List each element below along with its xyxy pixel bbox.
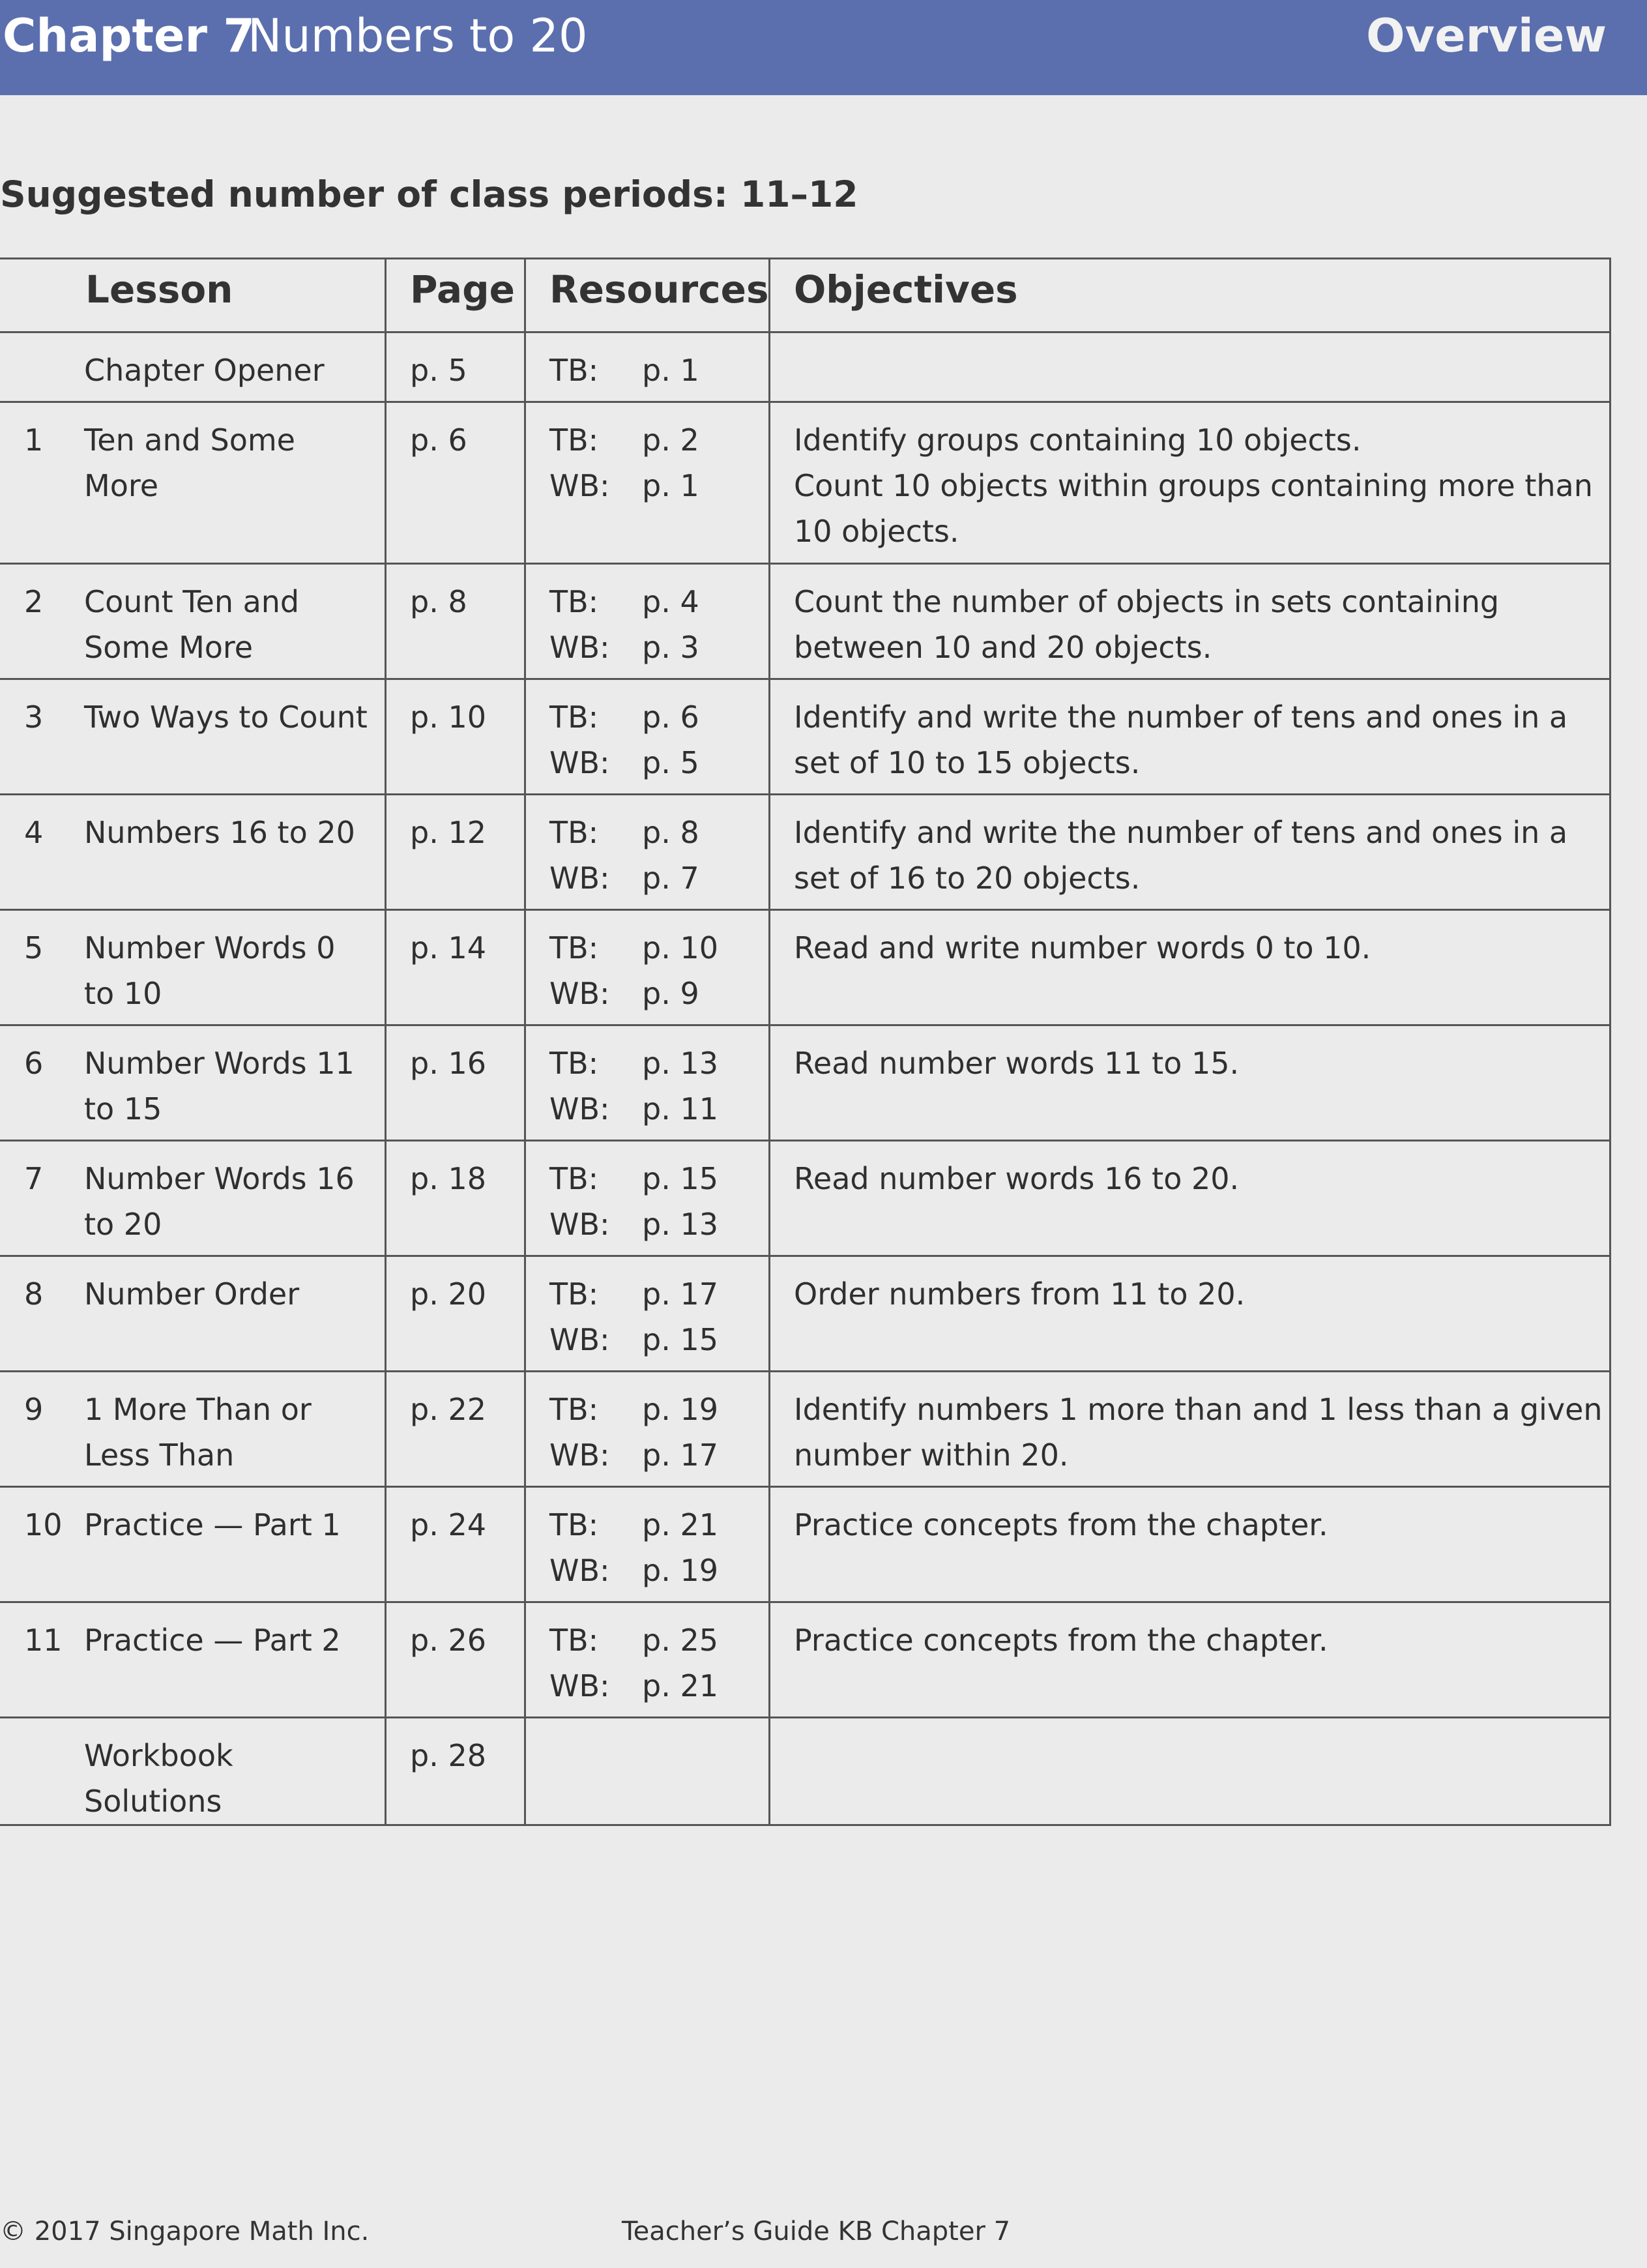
wb-label: WB: [549, 1668, 610, 1703]
wb-label: WB: [549, 630, 610, 665]
objectives-cell [770, 1602, 1611, 1718]
lesson-name: Number Order [84, 1276, 300, 1312]
tb-resource [549, 925, 762, 971]
objective-text: Count 10 objects within groups containing more than 10 objects. [794, 468, 1593, 549]
resources-cell [525, 1025, 770, 1141]
lesson-cell [0, 564, 386, 679]
table-row [0, 1256, 1611, 1372]
objective-text: Identify and write the number of tens and ones in a set of 10 to 15 objects. [794, 700, 1568, 780]
resources-cell [525, 564, 770, 679]
table-row [0, 402, 1611, 564]
lesson-name: Practice — Part 2 [84, 1623, 341, 1658]
lesson-name: Numbers 16 to 20 [84, 815, 355, 850]
lesson-name: Two Ways to Count [84, 700, 368, 735]
suggested-periods: Suggested number of class periods: 11–12 [0, 173, 858, 215]
lesson-cell [0, 679, 386, 795]
table-row [0, 1602, 1611, 1718]
lesson-cell [0, 1025, 386, 1141]
wb-label: WB: [549, 1553, 610, 1588]
copyright: © 2017 Singapore Math Inc. [0, 2216, 370, 2246]
wb-label: WB: [549, 861, 610, 896]
tb-page: p. 4 [642, 584, 699, 619]
lesson-cell [0, 1372, 386, 1487]
tb-resource [549, 579, 762, 625]
objectives-cell [770, 910, 1611, 1025]
page-cell: p. 10 [386, 679, 525, 795]
lesson-name: Ten and Some More [84, 422, 295, 503]
lesson-number: 6 [24, 1046, 44, 1081]
tb-label: TB: [549, 584, 599, 619]
tb-resource [549, 1040, 762, 1086]
wb-page: p. 9 [642, 976, 699, 1011]
lesson-name: Count Ten and Some More [84, 584, 300, 665]
tb-resource [549, 417, 762, 463]
tb-label: TB: [549, 1392, 599, 1427]
page-cell: p. 6 [386, 402, 525, 564]
wb-page: p. 19 [642, 1553, 718, 1588]
objectives-cell [770, 332, 1611, 402]
resources-cell [525, 910, 770, 1025]
lesson-number: 9 [24, 1392, 44, 1427]
wb-resource [549, 463, 762, 508]
tb-resource [549, 1387, 762, 1432]
header-page: Page [386, 259, 525, 332]
tb-resource [549, 347, 762, 393]
wb-label: WB: [549, 468, 610, 503]
section-label: Overview [1366, 9, 1607, 63]
wb-resource [549, 855, 762, 901]
tb-page: p. 8 [642, 815, 699, 850]
objectives-cell [770, 1141, 1611, 1256]
tb-page: p. 10 [642, 930, 718, 965]
table-row [0, 564, 1611, 679]
objectives-cell [770, 1025, 1611, 1141]
tb-page: p. 1 [642, 353, 699, 388]
objective-text: Identify and write the number of tens and ones in a set of 16 to 20 objects. [794, 815, 1568, 896]
tb-page: p. 25 [642, 1623, 718, 1658]
page-cell: p. 12 [386, 795, 525, 910]
lesson-cell [0, 1718, 386, 1825]
lesson-number: 10 [24, 1507, 63, 1542]
lesson-name: 1 More Than or Less Than [84, 1392, 312, 1473]
tb-label: TB: [549, 1161, 599, 1196]
lesson-number: 4 [24, 815, 44, 850]
tb-label: TB: [549, 1046, 599, 1081]
page-cell: p. 8 [386, 564, 525, 679]
page-cell: p. 22 [386, 1372, 525, 1487]
resources-cell [525, 1256, 770, 1372]
wb-resource [549, 740, 762, 786]
tb-label: TB: [549, 1276, 599, 1312]
lesson-number: 5 [24, 930, 44, 965]
resources-cell [525, 1372, 770, 1487]
page-cell: p. 16 [386, 1025, 525, 1141]
tb-resource [549, 810, 762, 855]
tb-resource [549, 1156, 762, 1201]
wb-page: p. 11 [642, 1091, 718, 1127]
resources-cell [525, 332, 770, 402]
wb-resource [549, 1317, 762, 1362]
table-row [0, 679, 1611, 795]
table-row [0, 795, 1611, 910]
chapter-label: Chapter 7 [3, 9, 255, 63]
lesson-cell [0, 1487, 386, 1602]
objectives-cell [770, 795, 1611, 910]
lesson-cell [0, 402, 386, 564]
wb-label: WB: [549, 1207, 610, 1242]
lesson-name: Workbook Solutions [84, 1738, 233, 1819]
objective-text: Identify groups containing 10 objects. [794, 422, 1362, 458]
header-lesson: Lesson [0, 259, 386, 332]
objectives-cell [770, 679, 1611, 795]
tb-resource [549, 1271, 762, 1317]
tb-label: TB: [549, 1507, 599, 1542]
objectives-cell [770, 1256, 1611, 1372]
page-cell: p. 20 [386, 1256, 525, 1372]
lesson-cell [0, 795, 386, 910]
lesson-name: Number Words 16 to 20 [84, 1161, 355, 1242]
page-cell: p. 26 [386, 1602, 525, 1718]
chapter-title: Numbers to 20 [248, 9, 588, 63]
page-cell: p. 28 [386, 1718, 525, 1825]
lesson-table [0, 258, 1611, 1826]
table-row [0, 1025, 1611, 1141]
page-cell: p. 18 [386, 1141, 525, 1256]
resources-cell [525, 402, 770, 564]
table-row [0, 1487, 1611, 1602]
lesson-cell [0, 1256, 386, 1372]
wb-resource [549, 625, 762, 670]
objective-text: Read and write number words 0 to 10. [794, 930, 1371, 965]
wb-page: p. 17 [642, 1437, 718, 1473]
lesson-cell [0, 1141, 386, 1256]
objectives-cell [770, 1372, 1611, 1487]
lesson-number: 1 [24, 422, 44, 458]
tb-page: p. 13 [642, 1046, 718, 1081]
wb-page: p. 7 [642, 861, 699, 896]
tb-page: p. 17 [642, 1276, 718, 1312]
objective-text: Read number words 11 to 15. [794, 1046, 1240, 1081]
resources-cell [525, 679, 770, 795]
objectives-cell [770, 1718, 1611, 1825]
guide-label: Teacher’s Guide KB Chapter 7 [622, 2216, 1011, 2246]
tb-resource [549, 694, 762, 740]
wb-resource [549, 1086, 762, 1132]
tb-resource [549, 1617, 762, 1663]
lesson-name: Chapter Opener [84, 353, 325, 388]
wb-page: p. 3 [642, 630, 699, 665]
wb-page: p. 13 [642, 1207, 718, 1242]
lesson-name: Number Words 0 to 10 [84, 930, 336, 1011]
tb-resource [549, 1502, 762, 1548]
resources-cell [525, 1141, 770, 1256]
lesson-table-body [0, 332, 1611, 1825]
table-row [0, 332, 1611, 402]
tb-page: p. 15 [642, 1161, 718, 1196]
page-cell: p. 14 [386, 910, 525, 1025]
wb-resource [549, 1663, 762, 1709]
wb-label: WB: [549, 1322, 610, 1357]
tb-label: TB: [549, 815, 599, 850]
lesson-name: Practice — Part 1 [84, 1507, 341, 1542]
resources-cell [525, 1487, 770, 1602]
tb-page: p. 2 [642, 422, 699, 458]
objective-text: Count the number of objects in sets containing between 10 and 20 objects. [794, 584, 1500, 665]
lesson-number: 8 [24, 1276, 44, 1312]
wb-resource [549, 1201, 762, 1247]
tb-page: p. 19 [642, 1392, 718, 1427]
objective-text: Practice concepts from the chapter. [794, 1623, 1328, 1658]
header-objectives: Objectives [770, 259, 1611, 332]
table-row [0, 1141, 1611, 1256]
lesson-cell [0, 910, 386, 1025]
lesson-name: Number Words 11 to 15 [84, 1046, 355, 1127]
lesson-cell [0, 1602, 386, 1718]
wb-label: WB: [549, 976, 610, 1011]
objectives-cell [770, 564, 1611, 679]
table-header-row [0, 259, 1611, 332]
wb-page: p. 1 [642, 468, 699, 503]
tb-label: TB: [549, 353, 599, 388]
resources-cell [525, 1602, 770, 1718]
table-row [0, 910, 1611, 1025]
objectives-cell [770, 402, 1611, 564]
page-cell: p. 24 [386, 1487, 525, 1602]
header-bar [0, 0, 1647, 95]
table-row [0, 1372, 1611, 1487]
header-resources: Resources [525, 259, 770, 332]
wb-page: p. 21 [642, 1668, 718, 1703]
tb-label: TB: [549, 700, 599, 735]
tb-label: TB: [549, 1623, 599, 1658]
lesson-number: 2 [24, 584, 44, 619]
tb-page: p. 21 [642, 1507, 718, 1542]
wb-label: WB: [549, 1091, 610, 1127]
objective-text: Read number words 16 to 20. [794, 1161, 1240, 1196]
wb-page: p. 15 [642, 1322, 718, 1357]
objective-text: Identify numbers 1 more than and 1 less than a given number within 20. [794, 1392, 1603, 1473]
objectives-cell [770, 1487, 1611, 1602]
tb-page: p. 6 [642, 700, 699, 735]
resources-cell [525, 795, 770, 910]
lesson-cell [0, 332, 386, 402]
lesson-number: 3 [24, 700, 44, 735]
resources-cell [525, 1718, 770, 1825]
objective-text: Order numbers from 11 to 20. [794, 1276, 1246, 1312]
objective-text: Practice concepts from the chapter. [794, 1507, 1328, 1542]
wb-label: WB: [549, 1437, 610, 1473]
wb-resource [549, 1548, 762, 1593]
lesson-number: 7 [24, 1161, 44, 1196]
tb-label: TB: [549, 422, 599, 458]
lesson-number: 11 [24, 1623, 63, 1658]
page-cell: p. 5 [386, 332, 525, 402]
wb-resource [549, 1432, 762, 1478]
tb-label: TB: [549, 930, 599, 965]
wb-resource [549, 971, 762, 1016]
table-row [0, 1718, 1611, 1825]
wb-label: WB: [549, 745, 610, 780]
wb-page: p. 5 [642, 745, 699, 780]
